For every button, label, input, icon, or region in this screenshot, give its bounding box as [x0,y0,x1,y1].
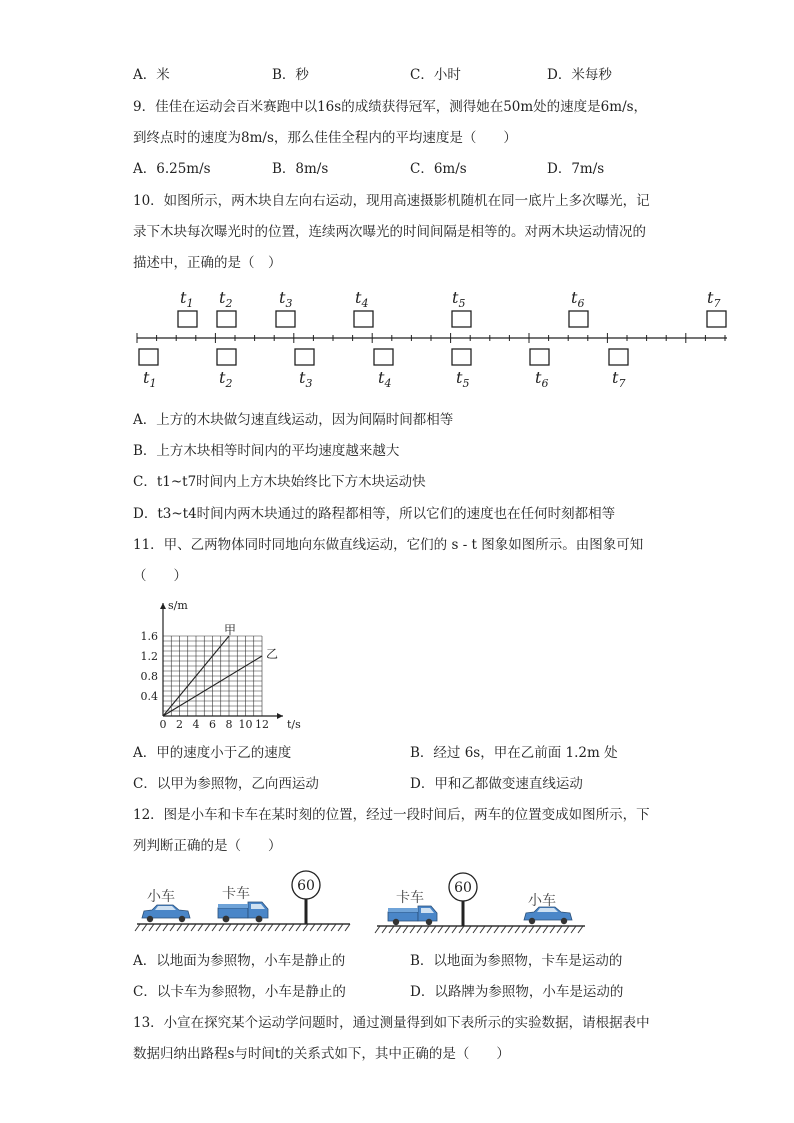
q12-left-car-label: 小车 [147,889,175,905]
q11-x-tick-label: 12 [255,718,269,730]
q8-option-c[interactable]: C．小时 [410,67,461,83]
q10-top-block-2 [217,311,236,327]
q11-x-tick-label: 2 [176,718,183,730]
q12-option-a[interactable]: A．以地面为参照物，小车是静止的 [133,953,346,969]
q10-top-label-7: $t_7$ [707,288,721,310]
q11-y-tick-label: 1.2 [140,650,158,663]
q11-option-b[interactable]: B．经过 6s，甲在乙前面 1.2m 处 [410,745,618,761]
q12-ground-hatch [564,926,569,933]
q12-ground-hatch [508,926,513,933]
q12-ground-hatch [375,926,380,933]
q12-ground-hatch [480,926,485,933]
q8-option-a[interactable]: A．米 [133,67,170,83]
q10-bottom-label-3: $t_3$ [299,368,313,390]
q12-ground-hatch [452,926,457,933]
q12-ground-hatch [184,924,189,931]
q10-top-block-5 [452,311,471,327]
q11-x-arrow [277,713,283,719]
q12-ground-hatch [233,924,238,931]
q12-ground-hatch [289,924,294,931]
q11-x-tick-label: 10 [238,718,253,730]
q12-ground-hatch [459,926,464,933]
q12-right-ground [375,926,585,933]
q12-ground-hatch [424,926,429,933]
q10-bottom-block-3 [295,349,314,365]
q10-top-block-3 [276,311,295,327]
q10-stem-line1: 10．如图所示，两木块自左向右运动，现用高速摄影机随机在同一底片上多次曝光，记 [133,193,650,209]
q10-stem-line3: 描述中，正确的是（ ） [133,255,282,271]
q9-stem-line1: 9．佳佳在运动会百米赛跑中以16s的成绩获得冠军，测得她在50m处的速度是6m/s， [133,99,648,115]
q11-y-axis-label: s/m [168,599,188,612]
q12-ground-hatch [163,924,168,931]
q12-ground-hatch [247,924,252,931]
q12-ground-hatch [522,926,527,933]
q12-ground-hatch [191,924,196,931]
q13-stem-line2: 数据归纳出路程s与时间t的关系式如下，其中正确的是（ ） [133,1046,510,1062]
q12-left-sign-label: 60 [297,878,315,894]
q11-y-tick-label: 1.6 [140,630,158,643]
q12-right-truck-label: 卡车 [396,890,424,906]
q9-option-b[interactable]: B．8m/s [272,161,329,177]
q12-ground-hatch [303,924,308,931]
q12-stem-line2: 列判断正确的是（ ） [133,838,282,854]
q12-ground-hatch [515,926,520,933]
q9-option-c[interactable]: C．6m/s [410,161,467,177]
q10-top-label-1: $t_1$ [180,288,194,310]
q12-left-ground [135,924,350,931]
q12-ground-hatch [529,926,534,933]
q12-option-c[interactable]: C．以卡车为参照物，小车是静止的 [133,984,346,1000]
q12-right-sign-label: 60 [454,880,472,896]
q11-option-c[interactable]: C．以甲为参照物，乙向西运动 [133,776,319,792]
q9-option-a[interactable]: A．6.25m/s [133,161,211,177]
q12-ground-hatch [254,924,259,931]
q10-bottom-label-1: $t_1$ [143,368,157,390]
q12-ground-hatch [382,926,387,933]
q10-bottom-label-6: $t_6$ [535,368,549,390]
q10-bottom-block-4 [374,349,393,365]
q11-series-label-1: 甲 [224,623,237,637]
q12-left-small-car [142,905,190,922]
q12-ground-hatch [417,926,422,933]
q12-ground-hatch [557,926,562,933]
q10-top-label-3: $t_3$ [279,288,293,310]
q10-top-label-4: $t_4$ [355,288,369,310]
q10-top-block-6 [569,311,588,327]
q12-ground-hatch [550,926,555,933]
q12-right-truck [388,906,437,925]
q12-ground-hatch [219,924,224,931]
q12-ground-hatch [501,926,506,933]
q11-stem-line2: （ ） [133,568,187,584]
q12-ground-hatch [135,924,140,931]
q12-left-speed-sign [292,871,320,924]
q10-bottom-label-5: $t_5$ [456,368,470,390]
q10-top-label-6: $t_6$ [571,288,585,310]
q12-ground-hatch [170,924,175,931]
q9-option-d[interactable]: D．7m/s [547,161,605,177]
q10-bottom-block-7 [609,349,628,365]
q8-option-b[interactable]: B．秒 [272,67,309,83]
q12-ground-hatch [205,924,210,931]
q10-top-label-5: $t_5$ [452,288,466,310]
q12-ground-hatch [410,926,415,933]
q12-ground-hatch [571,926,576,933]
q11-x-tick-label: 4 [192,718,200,730]
q11-x-tick-label: 0 [159,718,167,730]
q12-right-small-car [524,907,572,924]
q11-y-tick-label: 0.4 [140,690,158,703]
q12-ground-hatch [198,924,203,931]
q10-bottom-label-2: $t_2$ [219,368,233,390]
q12-ground-hatch [345,924,350,931]
q11-x-axis-label: t/s [287,718,301,730]
q12-left-truck-label: 卡车 [222,886,250,902]
q12-ground-hatch [149,924,154,931]
q11-x-tick-label: 8 [225,718,233,730]
q11-series-label-2: 乙 [266,647,279,661]
q12-ground-hatch [543,926,548,933]
q12-ground-hatch [261,924,266,931]
q10-figure-exposure-diagram [0,280,794,400]
q12-ground-hatch [389,926,394,933]
q12-ground-hatch [324,924,329,931]
q12-ground-hatch [466,926,471,933]
q10-option-a[interactable]: A．上方的木块做匀速直线运动，因为间隔时间都相等 [133,412,454,428]
q11-option-d[interactable]: D．甲和乙都做变速直线运动 [410,776,583,792]
q12-ground-hatch [396,926,401,933]
q11-y-tick-label: 0.8 [140,670,158,683]
q12-ground-hatch [275,924,280,931]
q12-ground-hatch [445,926,450,933]
q12-ground-hatch [536,926,541,933]
q12-ground-hatch [431,926,436,933]
q10-top-block-7 [707,311,726,327]
q10-bottom-label-4: $t_4$ [378,368,392,390]
q12-ground-hatch [494,926,499,933]
q10-option-d[interactable]: D．t3~t4时间内两木块通过的路程都相等，所以它们的速度也在任何时刻都相等 [133,506,616,522]
q12-ground-hatch [487,926,492,933]
q12-ground-hatch [331,924,336,931]
q10-top-block-1 [178,311,197,327]
q12-ground-hatch [268,924,273,931]
q12-right-car-label: 小车 [528,893,556,909]
q11-st-chart [130,595,310,730]
q12-left-truck [218,902,268,922]
q12-ground-hatch [296,924,301,931]
q11-x-tick-label: 6 [209,718,216,730]
q12-ground-hatch [578,926,583,933]
q12-right-speed-sign [449,873,477,926]
q12-ground-hatch [403,926,408,933]
q12-figure-vehicles [0,862,794,942]
q10-stem-line2: 录下木块每次曝光时的位置，连续两次曝光的时间间隔是相等的。对两木块运动情况的 [133,224,646,240]
q12-ground-hatch [177,924,182,931]
q12-ground-hatch [282,924,287,931]
q13-stem-line1: 13．小宣在探究某个运动学问题时，通过测量得到如下表所示的实验数据，请根据表中 [133,1015,650,1031]
q10-bottom-label-7: $t_7$ [612,368,626,390]
q12-ground-hatch [438,926,443,933]
q12-ground-hatch [310,924,315,931]
q11-option-a[interactable]: A．甲的速度小于乙的速度 [133,745,292,761]
q12-ground-hatch [338,924,343,931]
q12-ground-hatch [226,924,231,931]
q11-stem-line1: 11．甲、乙两物体同时同地向东做直线运动，它们的 s - t 图象如图所示。由图象可知 [133,537,644,553]
q10-bottom-block-2 [217,349,236,365]
q10-top-block-4 [354,311,373,327]
q12-option-d[interactable]: D．以路牌为参照物，小车是运动的 [410,984,624,1000]
q10-bottom-block-5 [452,349,471,365]
q9-stem-line2: 到终点时的速度为8m/s，那么佳佳全程内的平均速度是（ ） [133,130,517,146]
q12-stem-line1: 12．图是小车和卡车在某时刻的位置，经过一段时间后，两车的位置变成如图所示，下 [133,807,650,823]
q12-ground-hatch [317,924,322,931]
q12-ground-hatch [212,924,217,931]
q12-option-b[interactable]: B．以地面为参照物，卡车是运动的 [410,953,623,969]
q8-option-d[interactable]: D．米每秒 [547,67,612,83]
q10-bottom-block-1 [139,349,158,365]
q10-bottom-block-6 [530,349,549,365]
q10-top-label-2: $t_2$ [219,288,233,310]
q10-option-b[interactable]: B．上方木块相等时间内的平均速度越来越大 [133,443,400,459]
q12-ground-hatch [473,926,478,933]
q11-y-arrow [160,603,166,609]
q12-ground-hatch [240,924,245,931]
q10-option-c[interactable]: C．t1~t7时间内上方木块始终比下方木块运动快 [133,474,426,490]
q12-ground-hatch [142,924,147,931]
q12-ground-hatch [156,924,161,931]
